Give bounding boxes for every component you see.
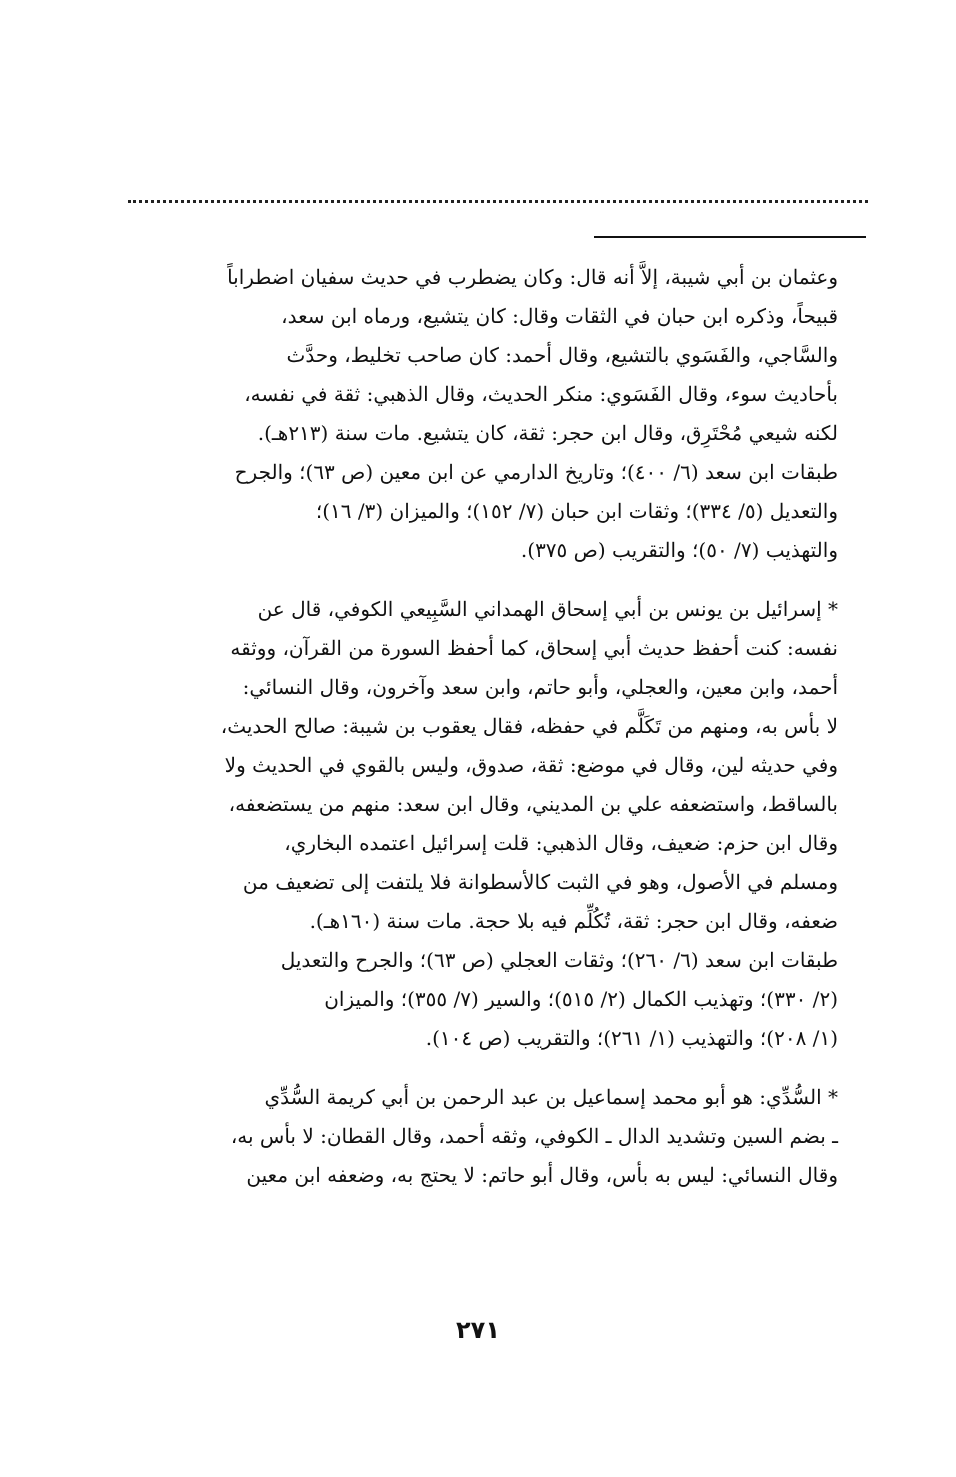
biography-paragraph-uthman	[124, 258, 838, 453]
text-line: وفي حديثه لين، وقال في موضع: ثقة، صدوق، وليس بالقوي في الحديث ولا	[224, 753, 838, 777]
paragraph-gap	[124, 1058, 838, 1078]
page-number: ٢٧١	[456, 1316, 500, 1344]
text-line: قبيحاً، وذكره ابن حبان في الثقات وقال: كان يتشيع، ورماه ابن سعد،	[281, 304, 838, 328]
reference-line: والتعديل (٥/ ٣٣٤)؛ وثقات ابن حبان (٧/ ١٥٢)؛ والميزان (٣/ ١٦)؛	[315, 499, 838, 523]
text-line: بالساقط، واستضعفه علي بن المديني، وقال ابن سعد: منهم من يستضعفه،	[228, 792, 838, 816]
reference-line: والتهذيب (٧/ ٥٠)؛ والتقريب (ص ٣٧٥).	[520, 538, 838, 562]
text-line: بأحاديث سوء، وقال الفَسَوي: منكر الحديث، وقال الذهبي: ثقة في نفسه،	[244, 382, 838, 406]
paragraph-gap	[124, 570, 838, 590]
reference-line: طبقات ابن سعد (٦/ ٤٠٠)؛ وتاريخ الدارمي عن ابن معين (ص ٦٣)؛ والجرح	[234, 460, 838, 484]
text-line: لكنه شيعي مُحْتَرِق، وقال ابن حجر: ثقة، كان يتشيع. مات سنة (٢١٣هـ).	[257, 421, 838, 445]
text-line: وقال النسائي: ليس به بأس، وقال أبو حاتم: لا يحتج به، وضعفه ابن معين	[246, 1163, 838, 1187]
references-paragraph-2	[124, 941, 838, 1058]
text-line: وعثمان بن أبي شيبة، إلاَّ أنه قال: وكان يضطرب في حديث سفيان اضطراباً	[227, 265, 838, 289]
dotted-separator	[128, 200, 868, 203]
text-line: * السُّدِّي: هو أبو محمد إسماعيل بن عبد الرحمن بن أبي كريمة السُّدِّي	[264, 1085, 838, 1109]
reference-line: (١/ ٢٠٨)؛ والتهذيب (١/ ٢٦١)؛ والتقريب (ص ١٠٤).	[425, 1026, 838, 1050]
biography-paragraph-israil	[124, 590, 838, 941]
text-line: والسَّاجي، والفَسَوي بالتشيع، وقال أحمد: كان صاحب تخليط، وحدَّث	[286, 343, 838, 367]
biography-paragraph-suddi	[124, 1078, 838, 1195]
text-line: وقال ابن حزم: ضعيف، وقال الذهبي: قلت إسرائيل اعتمده البخاري،	[284, 831, 838, 855]
reference-line: طبقات ابن سعد (٦/ ٢٦٠)؛ وثقات العجلي (ص ٦٣)؛ والجرح والتعديل	[280, 948, 838, 972]
text-line: ـ بضم السين وتشديد الدال ـ الكوفي، وثقه أحمد، وقال القطان: لا بأس به،	[230, 1124, 838, 1148]
text-line: ومسلم في الأصول، وهو في الثبت كالأسطوانة فلا يلتفت إلى تضعيف من	[242, 870, 838, 894]
text-line: لا بأس به، ومنهم من تَكَلَّم في حفظه، فقال يعقوب بن شيبة: صالح الحديث،	[220, 714, 838, 738]
text-line: ضعفه، وقال ابن حجر: ثقة، تُكُلِّم فيه بلا حجة. مات سنة (١٦٠هـ).	[309, 909, 838, 933]
text-line: أحمد، وابن معين، والعجلي، وأبو حاتم، وابن سعد وآخرون، وقال النسائي:	[242, 675, 838, 699]
text-line: نفسه: كنت أحفظ حديث أبي إسحاق، كما أحفظ السورة من القرآن، ووثقه	[230, 636, 838, 660]
footnote-text	[124, 258, 838, 1195]
references-paragraph-1	[124, 453, 838, 570]
footnote-rule	[594, 236, 866, 238]
text-line: * إسرائيل بن يونس بن أبي إسحاق الهمداني السَّبِيعي الكوفي، قال عن	[257, 597, 838, 621]
reference-line: (٢/ ٣٣٠)؛ وتهذيب الكمال (٢/ ٥١٥)؛ والسير (٧/ ٣٥٥)؛ والميزان	[324, 987, 838, 1011]
